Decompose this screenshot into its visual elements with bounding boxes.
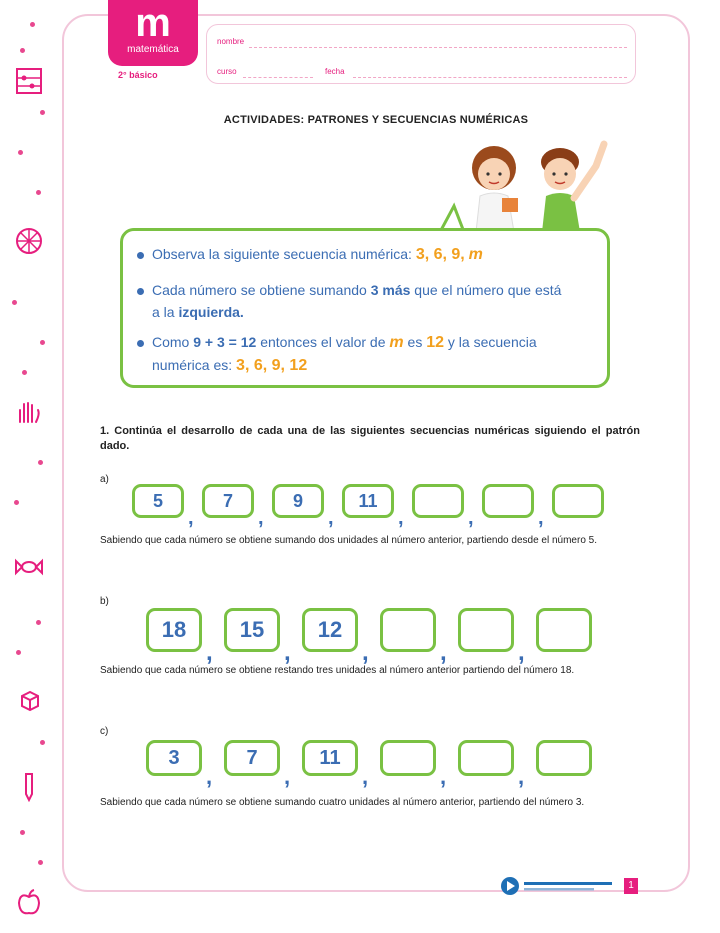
name-label: nombre (217, 37, 245, 46)
sequence-number-box: 11 (302, 740, 358, 776)
children-illustration-icon (440, 136, 630, 232)
sequence-number-box: 18 (146, 608, 202, 652)
info-text: Cada número se obtiene sumando (152, 282, 367, 298)
sequence-number-box: 15 (224, 608, 280, 652)
info-line-1 (137, 243, 483, 266)
info-text: Observa la siguiente secuencia numérica: (152, 246, 412, 262)
sequence-number-box: 3 (146, 740, 202, 776)
student-info-box (206, 24, 636, 84)
sequence-comma: , (206, 764, 213, 789)
decor-dot (22, 370, 27, 375)
page-title: ACTIVIDADES: PATRONES Y SECUENCIAS NUMÉRICAS (223, 114, 529, 126)
sequence-number-box: 7 (202, 484, 254, 518)
part-label: c) (100, 726, 109, 737)
exercise-instruction: 1. Continúa el desarrollo de cada una de las siguientes secuencias numéricas siguiendo el patrón dado. (100, 425, 640, 452)
decor-dot (38, 860, 43, 865)
info-bold: 3 más (370, 282, 411, 298)
variable-m: m (468, 246, 483, 263)
sequence-row-a (100, 484, 640, 530)
info-text: entonces el valor de (260, 334, 386, 350)
sequence-number-box: 12 (302, 608, 358, 652)
answer-box[interactable] (458, 608, 514, 652)
decor-dot (16, 650, 21, 655)
example-info-box (120, 228, 610, 388)
sequence-comma: , (398, 507, 404, 530)
part-description: Sabiendo que cada número se obtiene restando tres unidades al número anterior partiendo del número 18. (100, 665, 575, 676)
info-text: que el número que está (414, 282, 562, 298)
info-line-3 (137, 331, 537, 377)
course-field[interactable] (243, 77, 313, 78)
answer-box[interactable] (536, 740, 592, 776)
sequence-comma: , (328, 507, 334, 530)
sequence-number-box: 9 (272, 484, 324, 518)
grade-label: 2° básico (118, 70, 158, 80)
cube-icon (14, 686, 44, 716)
sequence-comma: , (284, 638, 291, 666)
sequence-text: 3, 6, 9, (415, 246, 465, 263)
date-label: fecha (325, 67, 345, 76)
info-text: es (407, 334, 423, 350)
sequence-comma: , (258, 507, 264, 530)
info-line-2 (137, 279, 561, 323)
sequence-comma: , (440, 638, 447, 666)
answer-box[interactable] (482, 484, 534, 518)
info-bold: izquierda. (178, 304, 244, 320)
decor-dot (36, 190, 41, 195)
publisher-logo-icon (500, 876, 616, 896)
part-description: Sabiendo que cada número se obtiene sumando cuatro unidades al número anterior, partiendo del número 3. (100, 797, 585, 808)
sequence-row-b (100, 608, 640, 666)
subject-logo (108, 0, 198, 66)
answer-box[interactable] (458, 740, 514, 776)
decor-dot (20, 48, 25, 53)
sequence-number-box: 7 (224, 740, 280, 776)
sequence-comma: , (284, 764, 291, 789)
info-bold: 9 + 3 = 12 (193, 334, 257, 350)
sequence-comma: , (468, 507, 474, 530)
sequence-comma: , (206, 638, 213, 666)
date-field[interactable] (353, 77, 627, 78)
decor-dot (30, 22, 35, 27)
sequence-number-box: 11 (342, 484, 394, 518)
decorative-strip (0, 0, 62, 933)
bullet-icon (137, 252, 144, 259)
sequence-row-c (100, 740, 640, 789)
decor-dot (40, 110, 45, 115)
decor-dot (40, 740, 45, 745)
logo-subject: matemática (127, 44, 179, 55)
answer-box[interactable] (552, 484, 604, 518)
sequence-comma: , (188, 507, 194, 530)
info-text: y la secuencia (447, 334, 537, 350)
part-description: Sabiendo que cada número se obtiene sumando dos unidades al número anterior, partiendo desde el número 5. (100, 535, 598, 546)
part-label: b) (100, 596, 109, 607)
course-label: curso (217, 67, 237, 76)
bullet-icon (137, 288, 144, 295)
hand-icon (14, 398, 44, 428)
bullet-icon (137, 340, 144, 347)
decor-dot (12, 300, 17, 305)
decor-dot (38, 460, 43, 465)
answer-box[interactable] (412, 484, 464, 518)
variable-m: m (389, 334, 404, 351)
pencil-icon (14, 772, 44, 802)
sequence-comma: , (518, 764, 525, 789)
page-number: 1 (624, 878, 638, 894)
sequence-comma: , (362, 638, 369, 666)
answer-box[interactable] (380, 740, 436, 776)
info-text: a la (152, 304, 175, 320)
sequence-comma: , (518, 638, 525, 666)
answer-box[interactable] (380, 608, 436, 652)
abacus-icon (14, 66, 44, 96)
decor-dot (36, 620, 41, 625)
sequence-comma: , (440, 764, 447, 789)
candy-icon (14, 552, 44, 582)
logo-letter: m (135, 1, 171, 45)
info-text: Como (152, 334, 190, 350)
info-text: numérica es: (152, 357, 233, 373)
decor-dot (18, 150, 23, 155)
apple-icon (14, 888, 44, 918)
value-text: 12 (426, 334, 445, 351)
answer-box[interactable] (536, 608, 592, 652)
part-label: a) (100, 474, 109, 485)
sequence-number-box: 5 (132, 484, 184, 518)
name-field[interactable] (249, 47, 627, 48)
orange-slice-icon (14, 226, 44, 256)
sequence-text: 3, 6, 9, 12 (236, 357, 308, 374)
decor-dot (14, 500, 19, 505)
sequence-comma: , (362, 764, 369, 789)
sequence-comma: , (538, 507, 544, 530)
decor-dot (40, 340, 45, 345)
decor-dot (20, 830, 25, 835)
